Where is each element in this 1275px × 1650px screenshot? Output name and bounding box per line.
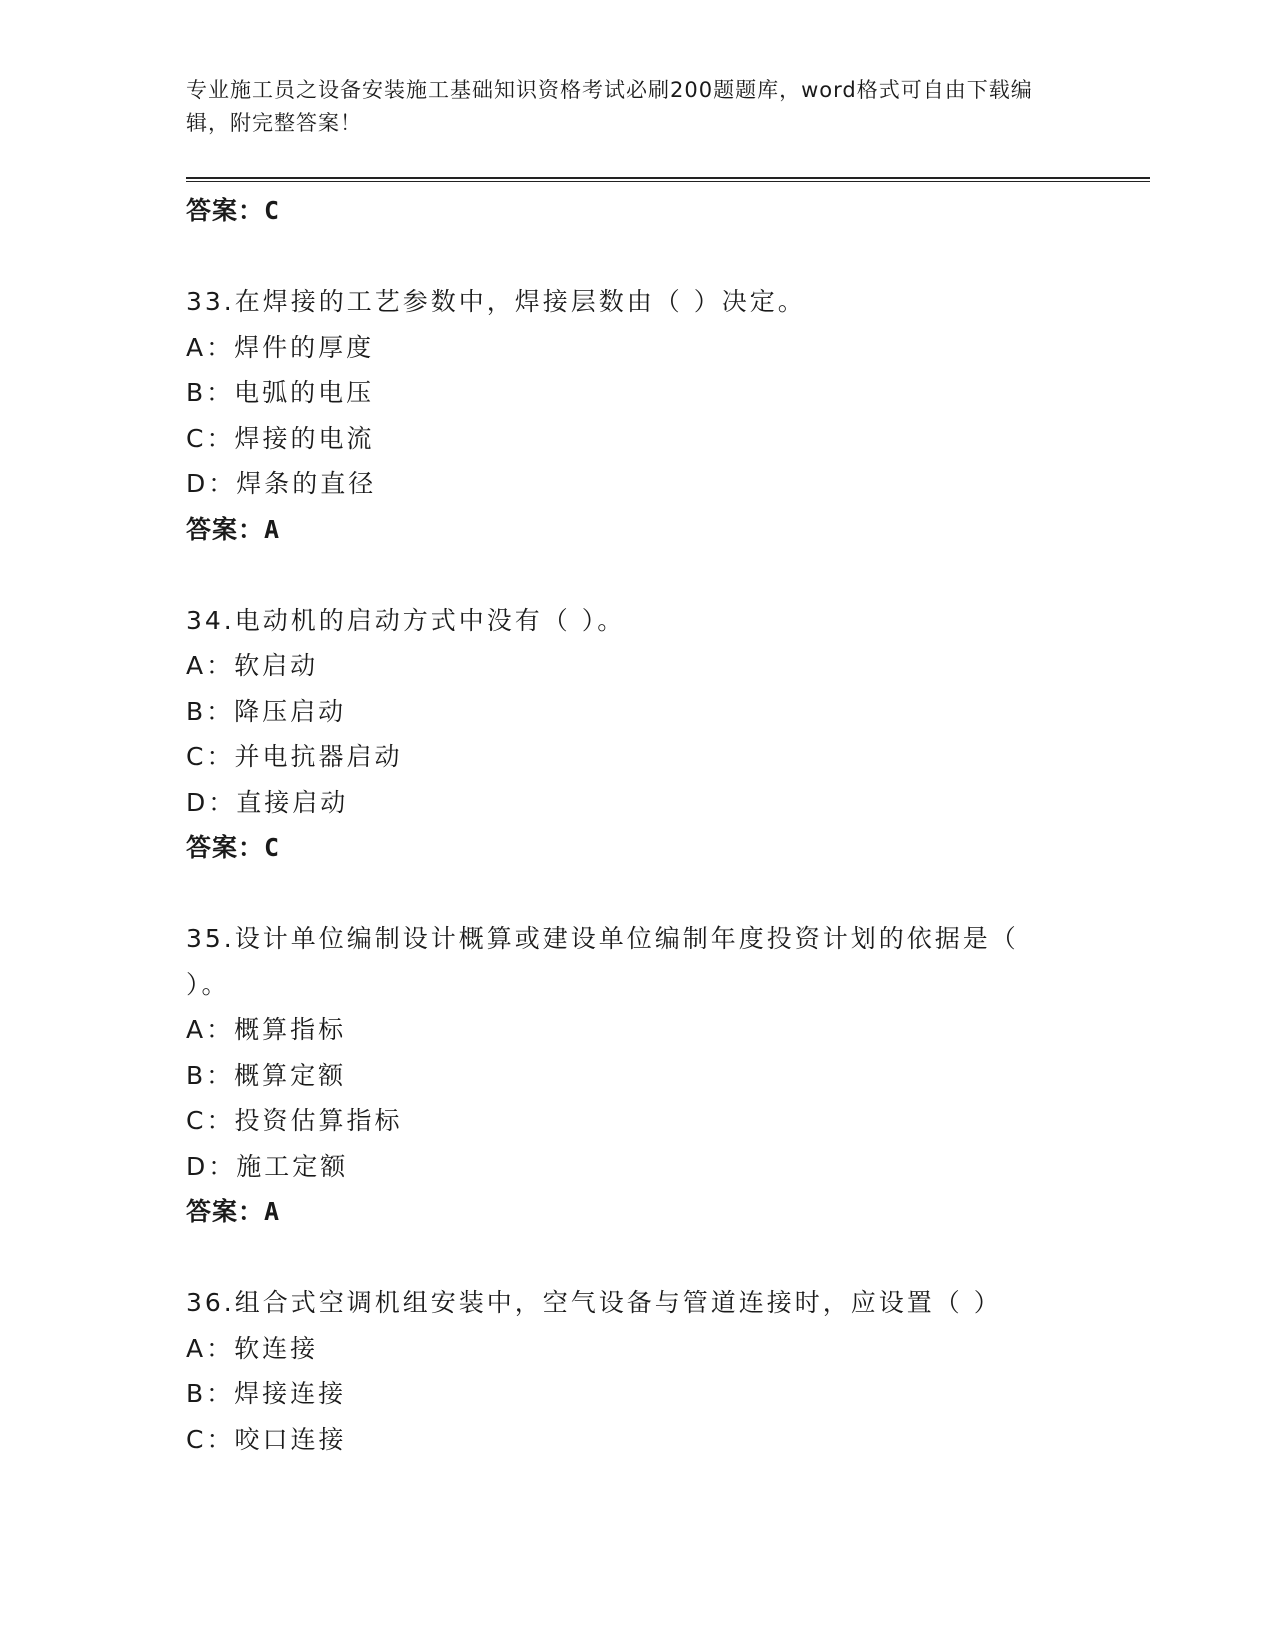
question-list	[186, 188, 1086, 1462]
option-c: C：投资估算指标	[186, 1106, 403, 1135]
question-stem-line-1: 35.设计单位编制设计概算或建设单位编制年度投资计划的依据是（	[186, 924, 1019, 953]
spacer	[186, 234, 1086, 280]
option-b: B：电弧的电压	[186, 378, 375, 407]
header-divider	[186, 177, 1150, 184]
option-c: C：并电抗器启动	[186, 742, 403, 771]
question-stem-line-2: ）。	[186, 969, 230, 999]
option-a: A：软连接	[186, 1333, 319, 1363]
option-d: D：焊条的直径	[186, 469, 377, 498]
option-a: A：焊件的厚度	[186, 332, 375, 362]
question-stem: 36.组合式空调机组安装中，空气设备与管道连接时，应设置（ ）	[186, 1288, 1002, 1317]
option-c: C：焊接的电流	[186, 423, 375, 453]
option-d: D：直接启动	[186, 787, 349, 817]
option-c: C：咬口连接	[186, 1424, 347, 1454]
answer: 答案：C	[186, 833, 281, 862]
question-34	[186, 598, 1086, 871]
answer: 答案：A	[186, 1197, 281, 1226]
spacer	[186, 1235, 1086, 1281]
question-33	[186, 279, 1086, 552]
option-b: B：概算定额	[186, 1060, 347, 1090]
option-a: A：软启动	[186, 651, 319, 680]
question-35	[186, 916, 1086, 1235]
spacer	[186, 871, 1086, 917]
header-divider-thin	[186, 181, 1150, 182]
option-b: B：焊接连接	[186, 1379, 347, 1408]
previous-answer: 答案：C	[186, 196, 281, 225]
answer: 答案：A	[186, 514, 281, 544]
option-b: B：降压启动	[186, 696, 347, 726]
question-36	[186, 1280, 1086, 1462]
header-divider-thick	[186, 177, 1150, 179]
question-stem: 33.在焊接的工艺参数中，焊接层数由（ ）决定。	[186, 287, 806, 316]
question-stem: 34.电动机的启动方式中没有（ ）。	[186, 605, 626, 635]
option-a: A：概算指标	[186, 1015, 347, 1044]
spacer	[186, 552, 1086, 598]
option-d: D：施工定额	[186, 1151, 349, 1181]
document-header-text: 专业施工员之设备安装施工基础知识资格考试必刷200题题库，word格式可自由下载编辑，附完整答案！	[186, 78, 1033, 135]
